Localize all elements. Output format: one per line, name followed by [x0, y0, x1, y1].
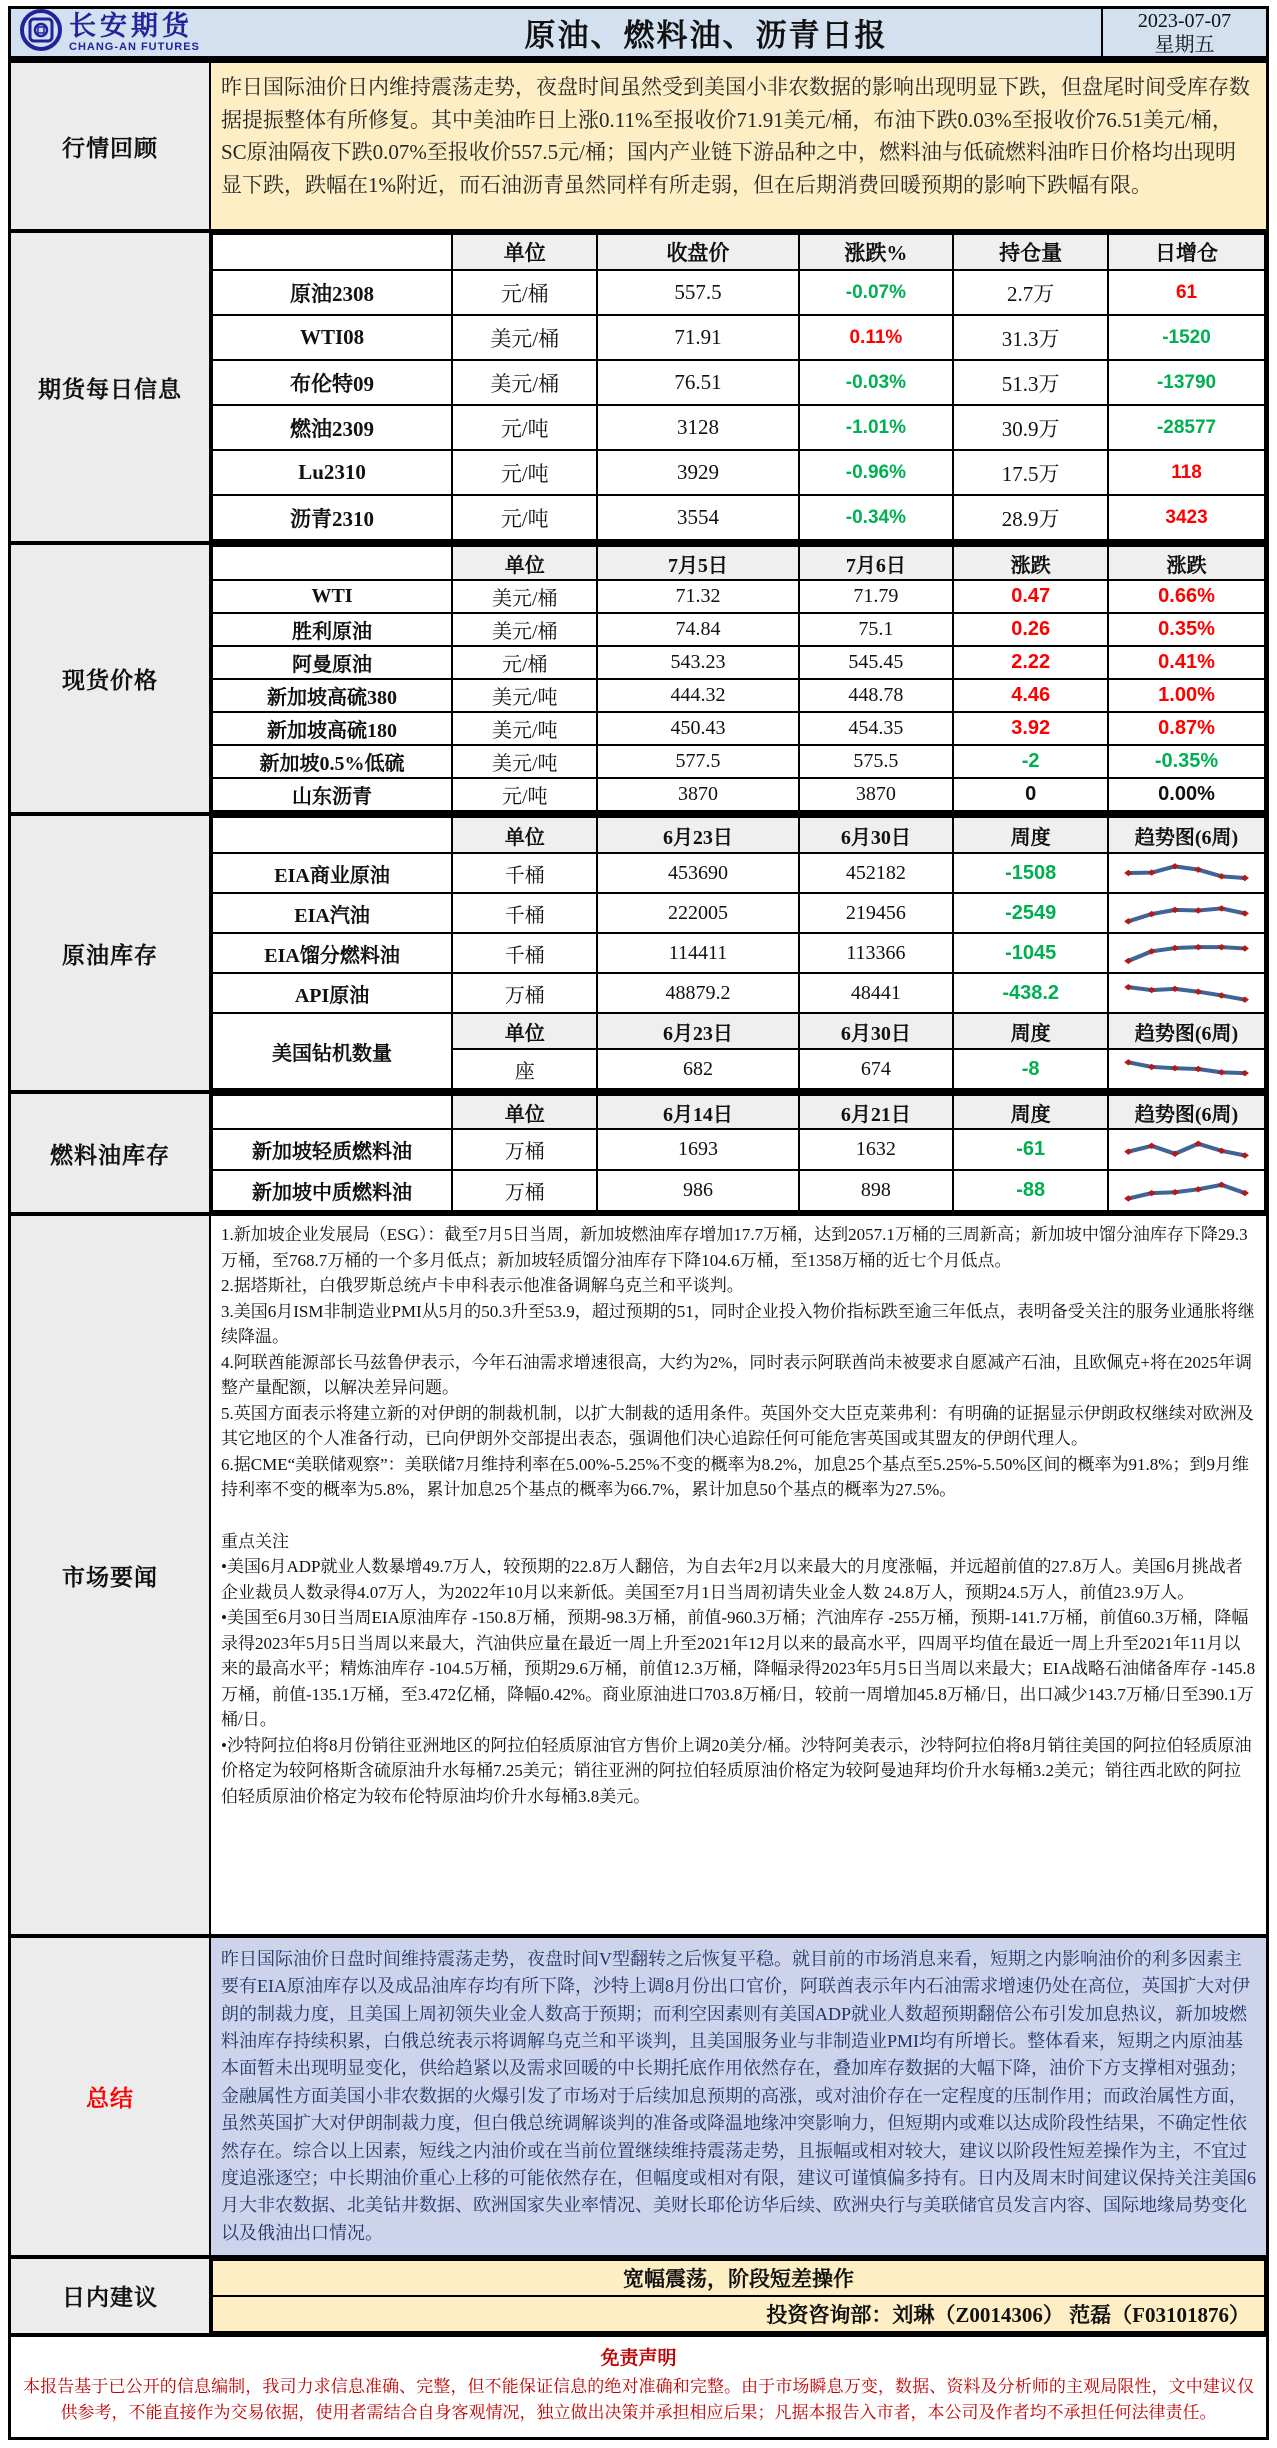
unit-cell: 座	[452, 1049, 597, 1089]
table-row	[212, 360, 1265, 405]
section-label: 总结	[11, 1938, 211, 2255]
section-label: 原油库存	[11, 816, 211, 1090]
table-row	[212, 1129, 1265, 1170]
unit-cell: 美元/吨	[452, 745, 597, 778]
table-row	[212, 580, 1265, 613]
news-item: 4.阿联酋能源部长马兹鲁伊表示，今年石油需求增速很高，大约为2%，同时表示阿联酋尚未被要求自愿减产石油，且欧佩克+将在2025年调整产量配额，以解决差异问题。	[221, 1352, 1252, 1397]
contract-name-cell: WTI08	[212, 315, 452, 360]
product-name-cell: 山东沥青	[212, 778, 452, 811]
value-cell: 222005	[597, 893, 798, 933]
advice-table	[211, 2259, 1266, 2333]
column-header: 单位	[452, 817, 597, 853]
summary-text: 昨日国际油价日盘时间维持震荡走势，夜盘时间V型翻转之后恢复平稳。就目前的市场消息来看，短期之内影响油价的利多因素主要有EIA原油库存以及成品油库存均有所下降，沙特上调8月份出口官价，阿联酋表示年内石油需求增速仍处在高位，英国扩大对伊朗的制裁力度，且美国上周初领失业金人数高于预期；而利空因素则有美国ADP就业人数超预期翻倍公布引发加息热议，新加坡燃料油库存持续积累，白俄总统表示将调解乌克兰和平谈判，且美国服务业与非制造业PMI均有所增长。整体看来，短期之内原油基本面暂未出现明显变化，供给趋紧以及需求回暖的中长期托底作用依然存在，叠加库存数据的大幅下降，油价下方支撑相对强劲；金融属性方面美国小非农数据的火爆引发了市场对于后续加息预期的高涨，或对油价存在一定程度的压制作用；而政治属性方面，虽然英国扩大对伊朗制裁力度，但白俄总统调解谈判的准备或降温地缘冲突影响力，但短期内或难以达成阶段性结果，不确定性依然存在。综合以上因素，短线之内油价或在当前位置继续维持震荡走势，且振幅或相对较大，建议以阶段性短差操作为主，不宜过度追涨逐空；中长期油价重心上移的可能依然存在，但幅度或相对有限，建议可谨慎偏多持有。日内及周末时间建议保持关注美国6月大非农数据、北美钻井数据、欧洲国家失业率情况、美财长耶伦访华后续、欧洲央行与美联储官员发言内容、国际地缘局势变化以及俄油出口情况。	[211, 1938, 1266, 2255]
column-header: 涨跌	[953, 546, 1108, 580]
weekly-change-cell: -2549	[953, 893, 1108, 933]
price-cell: 448.78	[799, 679, 954, 712]
unit-cell: 美元/桶	[452, 580, 597, 613]
table-row	[212, 745, 1265, 778]
market-news-text	[211, 1216, 1266, 1934]
value-cell: 1632	[799, 1129, 954, 1170]
news-item: •沙特阿拉伯将8月份销往亚洲地区的阿拉伯轻质原油官方售价上调20美分/桶。沙特阿美表示，沙特阿拉伯将8月销往美国的阿拉伯轻质原油价格定为较阿格斯含硫原油升水每桶7.25美元；销往亚洲的阿拉伯轻质原油价格定为较阿曼迪拜均价升水每桶3.2美元；销往西北欧的阿拉伯轻质原油价格定为较布伦特原油均价升水每桶3.8美元。	[221, 1735, 1252, 1806]
change-pct-cell: 1.00%	[1108, 679, 1265, 712]
change-cell: 0.26	[953, 613, 1108, 646]
value-cell: 113366	[799, 933, 954, 973]
section-label: 市场要闻	[11, 1216, 211, 1934]
table-row	[212, 712, 1265, 745]
table-row	[212, 933, 1265, 973]
change-pct-cell: 0.41%	[1108, 646, 1265, 679]
oi-change-cell: -1520	[1108, 315, 1265, 360]
table-row	[212, 973, 1265, 1013]
column-header: 6月21日	[799, 1095, 954, 1129]
section-market-review	[11, 59, 1266, 229]
open-interest-cell: 28.9万	[953, 495, 1108, 540]
change-pct-cell: -0.96%	[799, 450, 954, 495]
trend-chart-cell	[1108, 893, 1265, 933]
unit-cell: 千桶	[452, 893, 597, 933]
section-market-news	[11, 1212, 1266, 1934]
column-header: 周度	[953, 1095, 1108, 1129]
trend-chart-cell	[1108, 973, 1265, 1013]
change-pct-cell: -0.35%	[1108, 745, 1265, 778]
company-name: 长安期货	[69, 10, 193, 41]
unit-cell: 元/桶	[452, 646, 597, 679]
value-cell: 452182	[799, 853, 954, 893]
change-cell: 0	[953, 778, 1108, 811]
column-header: 趋势图(6周)	[1108, 1013, 1265, 1049]
change-pct-cell: 0.11%	[799, 315, 954, 360]
advice-main-row	[212, 2260, 1265, 2296]
column-header: 收盘价	[597, 234, 798, 270]
value-cell: 48879.2	[597, 973, 798, 1013]
product-name-cell: 新加坡高硫180	[212, 712, 452, 745]
trend-chart-cell	[1108, 1170, 1265, 1211]
value-cell: 453690	[597, 853, 798, 893]
spacer	[221, 1503, 1256, 1529]
trend-sparkline	[1119, 857, 1254, 889]
trend-sparkline	[1119, 1134, 1254, 1166]
open-interest-cell: 30.9万	[953, 405, 1108, 450]
corner-cell	[212, 817, 452, 853]
table-row	[212, 1170, 1265, 1211]
news-subheading: 重点关注	[221, 1531, 289, 1551]
price-cell: 543.23	[597, 646, 798, 679]
unit-cell: 美元/桶	[452, 360, 597, 405]
trend-chart-cell	[1108, 1129, 1265, 1170]
table-row	[212, 405, 1265, 450]
series-name-cell: 新加坡中质燃料油	[212, 1170, 452, 1211]
section-futures-daily	[11, 229, 1266, 541]
price-cell: 545.45	[799, 646, 954, 679]
unit-cell: 元/吨	[452, 405, 597, 450]
contract-name-cell: 燃油2309	[212, 405, 452, 450]
advice-dept-row	[212, 2296, 1265, 2332]
column-header: 6月23日	[597, 817, 798, 853]
product-name-cell: WTI	[212, 580, 452, 613]
price-cell: 74.84	[597, 613, 798, 646]
market-review-text: 昨日国际油价日内维持震荡走势，夜盘时间虽然受到美国小非农数据的影响出现明显下跌，但盘尾时间受库存数据提振整体有所修复。其中美油昨日上涨0.11%至报收价71.91美元/桶，布油下跌0.03%至报收价76.51美元/桶，SC原油隔夜下跌0.07%至报收价557.5元/桶；国内产业链下游品种之中，燃料油与低硫燃料油昨日价格均出现明显下跌，跌幅在1%附近，而石油沥青虽然同样有所走弱，但在后期消费回暖预期的影响下跌幅有限。	[211, 63, 1266, 229]
brand-block	[11, 9, 311, 56]
price-cell: 71.79	[799, 580, 954, 613]
change-pct-cell: -0.34%	[799, 495, 954, 540]
oi-change-cell: 61	[1108, 270, 1265, 315]
column-header: 7月6日	[799, 546, 954, 580]
weekly-change-cell: -88	[953, 1170, 1108, 1211]
series-name-cell: EIA汽油	[212, 893, 452, 933]
weekly-change-cell: -1508	[953, 853, 1108, 893]
series-name-cell: EIA商业原油	[212, 853, 452, 893]
weekly-change-cell: -1045	[953, 933, 1108, 973]
trend-chart-cell	[1108, 853, 1265, 893]
close-price-cell: 71.91	[597, 315, 798, 360]
close-price-cell: 76.51	[597, 360, 798, 405]
column-header: 7月5日	[597, 546, 798, 580]
column-header: 6月30日	[799, 817, 954, 853]
change-pct-cell: -1.01%	[799, 405, 954, 450]
company-name-block	[69, 10, 200, 53]
unit-cell: 美元/吨	[452, 712, 597, 745]
daily-report	[8, 6, 1269, 2440]
company-name-en: CHANG-AN FUTURES	[69, 40, 200, 53]
series-name-cell: API原油	[212, 973, 452, 1013]
product-name-cell: 新加坡高硫380	[212, 679, 452, 712]
report-date-block	[1101, 9, 1266, 56]
open-interest-cell: 31.3万	[953, 315, 1108, 360]
section-label: 行情回顾	[11, 63, 211, 229]
column-header: 6月14日	[597, 1095, 798, 1129]
crude-inventory-table	[211, 816, 1266, 1090]
section-crude-inventory	[11, 812, 1266, 1090]
price-cell: 75.1	[799, 613, 954, 646]
column-header: 6月30日	[799, 1013, 954, 1049]
table-row	[212, 646, 1265, 679]
table-row	[212, 613, 1265, 646]
table-header-row	[212, 1095, 1265, 1129]
table-row	[212, 893, 1265, 933]
unit-cell: 元/桶	[452, 270, 597, 315]
unit-cell: 千桶	[452, 853, 597, 893]
news-item: 2.据塔斯社，白俄罗斯总统卢卡申科表示他准备调解乌克兰和平谈判。	[221, 1276, 744, 1295]
change-cell: 3.92	[953, 712, 1108, 745]
contract-name-cell: 原油2308	[212, 270, 452, 315]
price-cell: 450.43	[597, 712, 798, 745]
news-item: 6.据CME“美联储观察”：美联储7月维持利率在5.00%-5.25%不变的概率为8.2%，加息25个基点至5.25%-5.50%区间的概率为91.8%；到9月维持利率不变的概率为5.8%，累计加息25个基点的概率为66.7%，累计加息50个基点的概率为27.5%。	[221, 1454, 1249, 1499]
section-label: 现货价格	[11, 545, 211, 812]
open-interest-cell: 2.7万	[953, 270, 1108, 315]
value-cell: 682	[597, 1049, 798, 1089]
table-row	[212, 853, 1265, 893]
change-cell: 0.47	[953, 580, 1108, 613]
table-row	[212, 270, 1265, 315]
advice-text: 宽幅震荡，阶段短差操作	[212, 2260, 1265, 2296]
change-cell: 2.22	[953, 646, 1108, 679]
weekly-change-cell: -61	[953, 1129, 1108, 1170]
trend-sparkline	[1119, 977, 1254, 1009]
column-header: 周度	[953, 817, 1108, 853]
news-item: •美国至6月30日当周EIA原油库存 -150.8万桶，预期-98.3万桶，前值-960.3万桶；汽油库存 -255万桶，预期-141.7万桶，前值60.3万桶，降幅录得2023年5月5日当周以来最大，汽油供应量在最近一周上升至2021年12月以来的最高水平，四周平均值在最近一周上升至2021年11月以来的最高水平；精炼油库存 -104.5万桶，预期29.6万桶，前值12.3万桶，降幅录得2023年5月5日当周以来最大；EIA战略石油储备库存 -145.8万桶，前值-135.1万桶，至3.472亿桶，降幅0.42%。商业原油进口703.8万桶/日，较前一周增加45.8万桶/日，出口减少143.7万桶/日至390.1万桶/日。	[221, 1608, 1256, 1729]
table-row	[212, 778, 1265, 811]
change-pct-cell: -0.07%	[799, 270, 954, 315]
news-item: •美国6月ADP就业人数暴增49.7万人，较预期的22.8万人翻倍，为自去年2月以来最大的月度涨幅，并远超前值的27.8万人。美国6月挑战者企业裁员人数录得4.07万人，为2022年10月以来新低。美国至7月1日当周初请失业金人数 24.8万人，预期24.5万人，前值23.9万人。	[221, 1557, 1243, 1602]
weekly-change-cell: -438.2	[953, 973, 1108, 1013]
oi-change-cell: -13790	[1108, 360, 1265, 405]
unit-cell: 元/吨	[452, 778, 597, 811]
column-header: 日增仓	[1108, 234, 1265, 270]
rig-header-row	[212, 1013, 1265, 1049]
change-pct-cell: 0.00%	[1108, 778, 1265, 811]
column-header: 周度	[953, 1013, 1108, 1049]
value-cell: 114411	[597, 933, 798, 973]
trend-sparkline	[1119, 897, 1254, 929]
value-cell: 48441	[799, 973, 954, 1013]
product-name-cell: 新加坡0.5%低硫	[212, 745, 452, 778]
report-date: 2023-07-07	[1137, 9, 1232, 32]
series-name-cell: 新加坡轻质燃料油	[212, 1129, 452, 1170]
unit-cell: 美元/桶	[452, 613, 597, 646]
news-item: 1.新加坡企业发展局（ESG）：截至7月5日当周，新加坡燃油库存增加17.7万桶，达到2057.1万桶的三周新高；新加坡中馏分油库存下降29.3万桶，至768.7万桶的一个多月低点；新加坡轻质馏分油库存下降104.6万桶，至1358万桶的近七个月低点。	[221, 1225, 1248, 1270]
change-cell: 4.46	[953, 679, 1108, 712]
series-name-cell: 美国钻机数量	[212, 1013, 452, 1089]
trend-sparkline	[1119, 1175, 1254, 1207]
value-cell: 986	[597, 1170, 798, 1211]
oi-change-cell: 3423	[1108, 495, 1265, 540]
open-interest-cell: 17.5万	[953, 450, 1108, 495]
unit-cell: 千桶	[452, 933, 597, 973]
table-row	[212, 495, 1265, 540]
advisor-credits: 投资咨询部：刘琳（Z0014306） 范磊（F03101876）	[212, 2296, 1265, 2332]
oi-change-cell: 118	[1108, 450, 1265, 495]
column-header: 单位	[452, 1013, 597, 1049]
section-label: 燃料油库存	[11, 1094, 211, 1212]
disclaimer-title: 免责声明	[600, 2347, 677, 2369]
close-price-cell: 3929	[597, 450, 798, 495]
disclaimer-text: 本报告基于已公开的信息编制，我司力求信息准确、完整，但不能保证信息的绝对准确和完整。由于市场瞬息万变，数据、资料及分析师的主观局限性，文中建议仅供参考，不能直接作为交易依据，使用者需结合自身客观情况，独立做出决策并承担相应后果；凡据本报告入市者，本公司及作者均不承担任何法律责任。	[23, 2376, 1254, 2423]
corner-cell	[212, 234, 452, 270]
corner-cell	[212, 546, 452, 580]
price-cell: 575.5	[799, 745, 954, 778]
change-pct-cell: 0.66%	[1108, 580, 1265, 613]
price-cell: 3870	[597, 778, 798, 811]
spot-table	[211, 545, 1266, 812]
change-pct-cell: 0.35%	[1108, 613, 1265, 646]
close-price-cell: 3554	[597, 495, 798, 540]
section-summary	[11, 1934, 1266, 2255]
unit-cell: 万桶	[452, 1170, 597, 1211]
column-header: 趋势图(6周)	[1108, 1095, 1265, 1129]
column-header: 趋势图(6周)	[1108, 817, 1265, 853]
table-row	[212, 315, 1265, 360]
open-interest-cell: 51.3万	[953, 360, 1108, 405]
table-header-row	[212, 234, 1265, 270]
report-weekday: 星期五	[1154, 33, 1215, 56]
column-header: 6月23日	[597, 1013, 798, 1049]
unit-cell: 元/吨	[452, 450, 597, 495]
change-pct-cell: 0.87%	[1108, 712, 1265, 745]
price-cell: 577.5	[597, 745, 798, 778]
unit-cell: 万桶	[452, 1129, 597, 1170]
column-header: 涨跌	[1108, 546, 1265, 580]
table-header-row	[212, 546, 1265, 580]
trend-sparkline	[1119, 1053, 1254, 1085]
section-label: 日内建议	[11, 2259, 211, 2333]
value-cell: 1693	[597, 1129, 798, 1170]
column-header: 单位	[452, 234, 597, 270]
value-cell: 898	[799, 1170, 954, 1211]
unit-cell: 美元/吨	[452, 679, 597, 712]
value-cell: 674	[799, 1049, 954, 1089]
column-header: 单位	[452, 546, 597, 580]
section-label: 期货每日信息	[11, 233, 211, 541]
contract-name-cell: 布伦特09	[212, 360, 452, 405]
oi-change-cell: -28577	[1108, 405, 1265, 450]
price-cell: 3870	[799, 778, 954, 811]
futures-table	[211, 233, 1266, 541]
news-item: 3.美国6月ISM非制造业PMI从5月的50.3升至53.9，超过预期的51，同时企业投入物价指标跌至逾三年低点，表明备受关注的服务业通胀将继续降温。	[221, 1301, 1255, 1346]
price-cell: 71.32	[597, 580, 798, 613]
weekly-change-cell: -8	[953, 1049, 1108, 1089]
column-header: 持仓量	[953, 234, 1108, 270]
report-header	[11, 9, 1266, 59]
fuel-inventory-table	[211, 1094, 1266, 1212]
section-fuel-inventory	[11, 1090, 1266, 1212]
series-name-cell: EIA馏分燃料油	[212, 933, 452, 973]
contract-name-cell: Lu2310	[212, 450, 452, 495]
change-pct-cell: -0.03%	[799, 360, 954, 405]
unit-cell: 元/吨	[452, 495, 597, 540]
price-cell: 444.32	[597, 679, 798, 712]
company-logo-icon	[19, 8, 63, 57]
table-row	[212, 450, 1265, 495]
close-price-cell: 3128	[597, 405, 798, 450]
section-intraday-advice	[11, 2255, 1266, 2333]
close-price-cell: 557.5	[597, 270, 798, 315]
unit-cell: 美元/桶	[452, 315, 597, 360]
report-title: 原油、燃料油、沥青日报	[524, 18, 888, 53]
table-row	[212, 679, 1265, 712]
column-header: 单位	[452, 1095, 597, 1129]
unit-cell: 万桶	[452, 973, 597, 1013]
price-cell: 454.35	[799, 712, 954, 745]
trend-chart-cell	[1108, 1049, 1265, 1089]
trend-chart-cell	[1108, 933, 1265, 973]
corner-cell	[212, 1095, 452, 1129]
table-header-row	[212, 817, 1265, 853]
change-cell: -2	[953, 745, 1108, 778]
disclaimer-block	[11, 2333, 1266, 2437]
contract-name-cell: 沥青2310	[212, 495, 452, 540]
product-name-cell: 阿曼原油	[212, 646, 452, 679]
trend-sparkline	[1119, 937, 1254, 969]
news-item: 5.英国方面表示将建立新的对伊朗的制裁机制，以扩大制裁的适用条件。英国外交大臣克莱弗利：有明确的证据显示伊朗政权继续对欧洲及其它地区的个人准备行动，已向伊朗外交部提出表态，强调他们决心追踪任何可能危害英国或其盟友的伊朗代理人。	[221, 1403, 1254, 1448]
product-name-cell: 胜利原油	[212, 613, 452, 646]
section-spot-prices	[11, 541, 1266, 812]
column-header: 涨跌%	[799, 234, 954, 270]
value-cell: 219456	[799, 893, 954, 933]
